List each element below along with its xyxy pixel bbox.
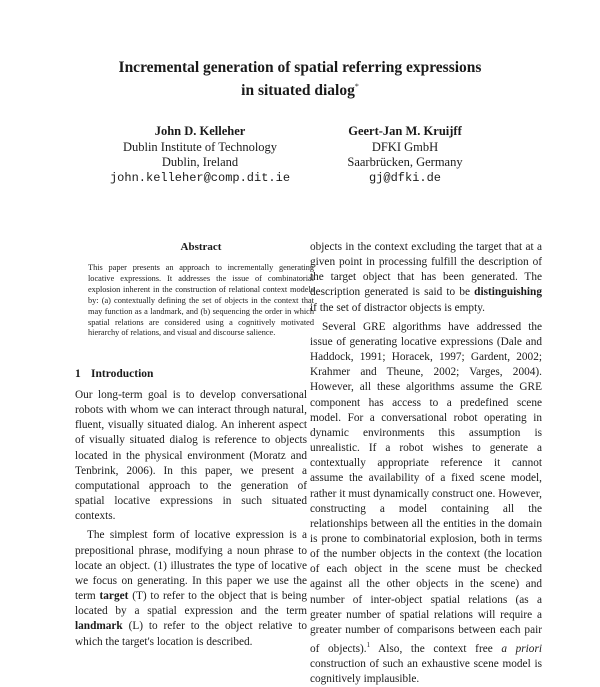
term-landmark: landmark bbox=[75, 620, 123, 633]
section-title: Introduction bbox=[91, 368, 154, 380]
section-number: 1 bbox=[75, 368, 81, 380]
footnote-mark: 1 bbox=[366, 641, 371, 650]
author-affiliation: DFKI GmbH bbox=[371, 139, 439, 154]
term-a-priori: a priori bbox=[501, 642, 542, 655]
abstract-heading: Abstract bbox=[180, 241, 222, 253]
term-distinguishing: distinguishing bbox=[474, 286, 542, 299]
intro-paragraph-1: Our long-term goal is to develop conversational robots with whom we can interact through natural, fluent, visually situated dialog. An inherent aspect of visually situated dialog is reference to objects located in the physical environment (Moratz and Tenbrink, 2006). In this paper, we present a computational approach to the generation of spatial locative expressions in such situated contexts. bbox=[75, 389, 307, 523]
author-block-1 bbox=[100, 124, 300, 186]
author-block-2 bbox=[305, 124, 505, 186]
right-paragraph-2: Several GRE algorithms have addressed the issue of generating locative expressions (Dale and Haddock, 1991; Horacek, 1997; Gardent, 2002; Krahmer and Theune, 2002; Varges, 2004). However, all these algorithms assume the GRE component has access to a predefined scene model. For a conversational robot operating in dynamic environments this assumption is unrealistic. If a robot wishes to generate a contextually appropriate reference it cannot assume the availability of a fixed scene model, rather it must dynamically construct one. However, constructing a model containing all the relationships between all the entities in the domain is prone to combinatorial explosion, both in terms of the number objects in the context (the location of each object in the scene must be checked against all the other objects in the scene) and number of inter-object spatial relations (as a greater number of spatial relations will require a greater number of comparisons between each pair of objects).$^1$ Also, the context free a priori construction of such an exhaustive scene model is cognitively implausible. bbox=[310, 320, 542, 686]
abstract-text: This paper presents an approach to incrementally generating locative expressions. It addresses the issue of combinatorial explosion inherent in the construction of relational context models by: (a) contextually defining the set of objects in the context that may function as a landmark, and (b) sequencing the order in which spatial relations are considered using a cognitively motivated hierarchy of relations, and visual and discourse salience. bbox=[88, 263, 314, 338]
title-line-2: in situated dialog bbox=[241, 82, 355, 100]
section-heading bbox=[75, 368, 153, 380]
term-target: target bbox=[99, 590, 129, 603]
author-email: gj@dfki.de bbox=[368, 170, 441, 185]
title-line-1: Incremental generation of spatial referring expressions bbox=[118, 59, 482, 76]
title-footnote-mark: * bbox=[354, 82, 359, 91]
author-location: Saarbrücken, Germany bbox=[347, 155, 463, 169]
author-name: John D. Kelleher bbox=[154, 124, 246, 138]
author-email: john.kelleher@comp.dit.ie bbox=[109, 170, 291, 185]
right-column bbox=[310, 240, 542, 687]
author-name: Geert-Jan M. Kruijff bbox=[348, 124, 462, 138]
author-affiliation: Dublin Institute of Technology bbox=[122, 139, 278, 154]
intro-paragraph-2: The simplest form of locative expression is a prepositional phrase, modifying a noun phrase to locate an object. (1) illustrates the type of locative we focus on generating. In this paper we use the term target (T) to refer to the object that is being located by a spatial expression and the term landmark (L) to refer to the object relative to which the target's location is described. bbox=[75, 529, 307, 648]
left-column bbox=[75, 388, 307, 650]
paper-title bbox=[0, 58, 600, 100]
author-location: Dublin, Ireland bbox=[161, 155, 239, 169]
right-paragraph-1: objects in the context excluding the target that at a given point in processing fulfill the description of the target object that has been generated. The description generated is said to be distinguishing if the set of distractor objects is empty. bbox=[310, 241, 542, 314]
